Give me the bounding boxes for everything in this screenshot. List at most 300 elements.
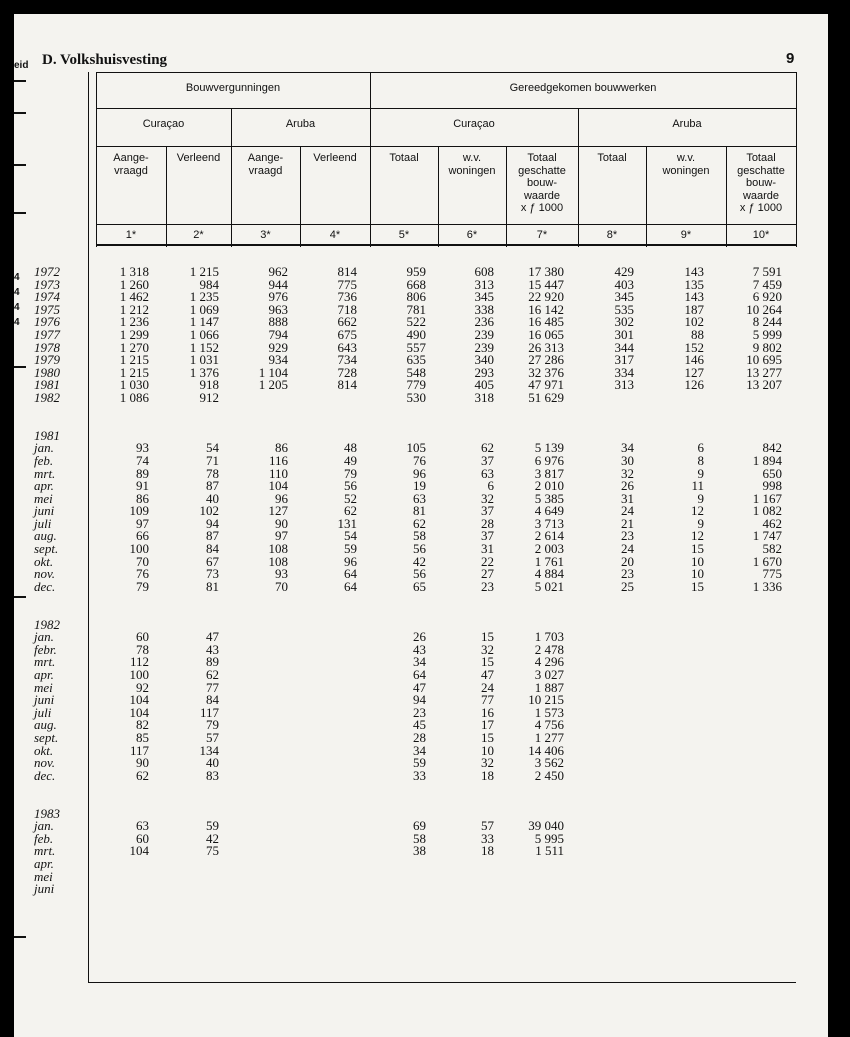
table-cell (300, 719, 357, 732)
table-cell: 4 756 (534, 717, 564, 733)
table-cell: 345 (474, 289, 494, 305)
table-cell: 1 573 (534, 704, 564, 720)
table-cell: 64 (344, 566, 357, 582)
table-cell: 116 (268, 452, 288, 468)
table-cell: 60 (136, 629, 149, 645)
table-cell: 15 447 (528, 276, 564, 292)
row-spacer (96, 405, 149, 418)
table-cell (231, 656, 288, 669)
table-cell: 92 (136, 679, 149, 695)
row-spacer (438, 593, 494, 606)
table-cell: 65 (413, 578, 426, 594)
row-label: 1977 (34, 326, 60, 342)
table-cell (646, 669, 704, 682)
table-cell (300, 707, 357, 720)
table-cell (231, 833, 288, 846)
table-cell: 10 (691, 553, 704, 569)
table-cell: 301 (614, 326, 634, 342)
table-cell: 104 (129, 704, 149, 720)
table-cell (578, 858, 634, 871)
table-cell: 313 (474, 276, 494, 292)
table-cell: 548 (406, 364, 426, 380)
table-cell: 94 (413, 692, 426, 708)
column-number: 10* (752, 229, 770, 241)
table-cell: 102 (684, 314, 704, 330)
table-cell (231, 631, 288, 644)
table-cell: 85 (136, 729, 149, 745)
table-cell: 1 670 (752, 553, 782, 569)
table-cell: 32 (621, 465, 634, 481)
row-spacer (96, 606, 149, 619)
edge-digits: 4 4 4 4 (14, 272, 20, 328)
column-values-7 (506, 266, 564, 896)
table-cell (726, 745, 782, 758)
table-cell: 26 313 (528, 339, 564, 355)
table-cell: 775 (337, 276, 357, 292)
table-cell: 56 (344, 478, 357, 494)
table-cell: 15 (481, 629, 494, 645)
table-cell: 104 (129, 692, 149, 708)
table-cell: 1 260 (119, 276, 149, 292)
table-cell (300, 871, 357, 884)
table-cell (231, 757, 288, 770)
row-spacer (166, 405, 219, 418)
table-cell (300, 845, 357, 858)
table-cell: 5 995 (534, 830, 564, 846)
table-cell: 344 (614, 339, 634, 355)
table-cell: 32 376 (528, 364, 564, 380)
table-cell (438, 858, 494, 871)
row-label: okt. (34, 742, 54, 758)
row-spacer (370, 782, 426, 795)
row-spacer (726, 417, 782, 430)
row-spacer (231, 606, 288, 619)
table-cell: 403 (614, 276, 634, 292)
table-cell: 21 (621, 515, 634, 531)
row-spacer (578, 606, 634, 619)
table-cell (300, 820, 357, 833)
document-page (14, 14, 828, 1037)
table-cell (96, 858, 149, 871)
table-cell: 45 (413, 717, 426, 733)
table-cell: 2 010 (534, 478, 564, 494)
table-cell: 40 (206, 490, 219, 506)
table-cell (578, 757, 634, 770)
column-header: Verleend (176, 152, 221, 164)
table-cell: 81 (413, 503, 426, 519)
table-cell (646, 833, 704, 846)
row-spacer (231, 619, 288, 632)
table-cell: 23 (621, 566, 634, 582)
table-cell: 77 (206, 679, 219, 695)
table-cell: 31 (481, 541, 494, 557)
table-cell: 976 (268, 289, 288, 305)
table-cell: 79 (206, 717, 219, 733)
row-spacer (506, 417, 564, 430)
table-cell (300, 631, 357, 644)
row-label: nov. (34, 755, 56, 771)
table-cell: 11 (691, 478, 704, 494)
row-label: 1980 (34, 364, 60, 380)
table-cell: 781 (406, 301, 426, 317)
row-spacer (646, 405, 704, 418)
table-cell: 3 027 (534, 667, 564, 682)
row-label: nov. (34, 566, 56, 582)
row-label: 1974 (34, 289, 60, 305)
row-spacer (578, 405, 634, 418)
table-cell: 79 (344, 465, 357, 481)
table-cell: 4 649 (534, 503, 564, 519)
table-cell: 40 (206, 755, 219, 771)
table-cell: 4 296 (534, 654, 564, 670)
table-cell: 18 (481, 843, 494, 859)
table-cell (646, 694, 704, 707)
table-cell: 462 (762, 515, 782, 531)
table-cell (300, 745, 357, 758)
table-cell: 5 139 (534, 440, 564, 456)
row-spacer (34, 593, 89, 606)
table-cell: 5 021 (534, 578, 564, 594)
row-spacer (578, 619, 634, 632)
row-label: okt. (34, 553, 54, 569)
table-cell: 38 (413, 843, 426, 859)
row-label: 1981 (34, 377, 60, 393)
adjacent-page-edge (14, 66, 26, 936)
table-cell: 650 (762, 465, 782, 481)
table-cell: 63 (413, 490, 426, 506)
table-cell (578, 845, 634, 858)
table-cell: 1 104 (258, 364, 288, 380)
column-number: 2* (193, 229, 204, 241)
table-cell (646, 820, 704, 833)
row-label: febr. (34, 641, 57, 657)
table-cell: 94 (206, 515, 219, 531)
table-cell: 23 (481, 578, 494, 594)
table-cell: 89 (136, 465, 149, 481)
table-cell: 912 (199, 389, 219, 405)
table-cell: 97 (136, 515, 149, 531)
table-cell (726, 871, 782, 884)
row-label: apr. (34, 478, 54, 494)
table-cell: 33 (481, 830, 494, 846)
row-label: 1979 (34, 352, 60, 368)
table-cell (578, 707, 634, 720)
table-cell: 47 (206, 629, 219, 645)
table-cell (646, 644, 704, 657)
row-spacer (578, 808, 634, 821)
row-spacer (166, 593, 219, 606)
table-cell: 74 (136, 452, 149, 468)
table-cell: 108 (268, 553, 288, 569)
table-cell: 79 (136, 578, 149, 594)
table-cell: 10 264 (746, 301, 782, 317)
table-cell: 734 (337, 352, 357, 368)
column-values-9 (646, 266, 704, 896)
table-cell: 345 (614, 289, 634, 305)
table-cell: 1 462 (119, 289, 149, 305)
table-cell: 91 (136, 478, 149, 494)
table-cell: 1 215 (119, 364, 149, 380)
table-cell: 37 (481, 503, 494, 519)
table-cell: 24 (621, 503, 634, 519)
row-spacer (300, 593, 357, 606)
table-cell: 9 802 (752, 339, 782, 355)
table-cell: 143 (684, 289, 704, 305)
table-cell: 718 (337, 301, 357, 317)
row-label: mei (34, 679, 53, 695)
row-spacer (726, 808, 782, 821)
table-cell (726, 770, 782, 783)
table-cell: 37 (481, 528, 494, 544)
table-cell (578, 682, 634, 695)
table-cell: 313 (614, 377, 634, 393)
column-values-3 (231, 266, 288, 896)
column-values-2 (166, 266, 219, 896)
table-cell: 794 (268, 326, 288, 342)
table-cell: 317 (614, 352, 634, 368)
table-cell: 3 713 (534, 515, 564, 531)
table-cell: 47 (413, 679, 426, 695)
row-spacer (300, 606, 357, 619)
table-cell: 806 (406, 289, 426, 305)
row-spacer (370, 593, 426, 606)
table-cell: 187 (684, 301, 704, 317)
row-label: jan. (34, 440, 54, 456)
table-cell: 43 (206, 641, 219, 657)
row-label: dec. (34, 578, 56, 594)
table-cell: 110 (268, 465, 288, 481)
row-spacer (166, 606, 219, 619)
row-spacer (370, 795, 426, 808)
table-cell (300, 757, 357, 770)
edge-text: eid (14, 60, 29, 71)
table-cell: 490 (406, 326, 426, 342)
table-cell: 63 (481, 465, 494, 481)
period-label: 1983 (34, 805, 60, 821)
row-spacer (96, 593, 149, 606)
table-cell: 59 (344, 541, 357, 557)
table-cell: 78 (206, 465, 219, 481)
table-cell: 97 (275, 528, 288, 544)
table-cell: 12 (691, 528, 704, 544)
table-cell: 1 318 (119, 264, 149, 279)
row-label: 1975 (34, 301, 60, 317)
table-cell: 26 (621, 478, 634, 494)
table-cell: 1 031 (189, 352, 219, 368)
table-cell (578, 719, 634, 732)
row-spacer (646, 606, 704, 619)
table-cell: 30 (621, 452, 634, 468)
table-cell: 934 (268, 352, 288, 368)
table-cell (578, 669, 634, 682)
table-cell: 293 (474, 364, 494, 380)
row-label: juli (34, 515, 52, 531)
row-spacer (726, 795, 782, 808)
table-cell (646, 631, 704, 644)
table-cell (646, 392, 704, 405)
row-label: 1972 (34, 264, 60, 279)
table-cell: 522 (406, 314, 426, 330)
row-spacer (646, 430, 704, 443)
page-number: 9 (786, 50, 795, 67)
table-cell (578, 833, 634, 846)
table-cell: 63 (136, 818, 149, 834)
table-cell: 127 (268, 503, 288, 519)
table-cell: 1 236 (119, 314, 149, 330)
table-cell: 104 (129, 843, 149, 859)
table-cell: 1 205 (258, 377, 288, 393)
row-spacer (726, 405, 782, 418)
table-cell: 998 (762, 478, 782, 494)
row-spacer (34, 405, 89, 418)
table-cell: 2 450 (534, 767, 564, 783)
table-cell: 78 (136, 641, 149, 657)
table-cell: 608 (474, 264, 494, 279)
table-cell (506, 858, 564, 871)
column-number: 5* (398, 229, 410, 241)
bottom-frame-line (88, 982, 796, 983)
table-cell: 779 (406, 377, 426, 393)
row-label: mrt. (34, 654, 56, 670)
column-values-4 (300, 266, 357, 896)
table-cell: 1 152 (189, 339, 219, 355)
subgroup-aruba-permits: Aruba (285, 118, 316, 130)
row-spacer (231, 593, 288, 606)
table-cell: 3 562 (534, 755, 564, 771)
table-cell: 58 (413, 528, 426, 544)
table-cell: 888 (268, 314, 288, 330)
table-cell: 75 (206, 843, 219, 859)
row-label: dec. (34, 767, 56, 783)
row-label: feb. (34, 830, 54, 846)
table-cell: 27 286 (528, 352, 564, 368)
row-spacer (438, 417, 494, 430)
table-cell: 134 (199, 742, 219, 758)
table-cell: 56 (413, 541, 426, 557)
table-cell (231, 669, 288, 682)
table-cell: 8 244 (752, 314, 782, 330)
table-cell (166, 871, 219, 884)
row-label: juli (34, 704, 52, 720)
table-cell (646, 757, 704, 770)
table-cell: 26 (413, 629, 426, 645)
table-cell (726, 845, 782, 858)
row-label: juni (34, 881, 55, 897)
table-cell: 90 (136, 755, 149, 771)
table-cell: 918 (199, 377, 219, 393)
table-cell: 57 (481, 818, 494, 834)
table-cell: 62 (206, 667, 219, 682)
table-cell (578, 631, 634, 644)
table-cell: 31 (621, 490, 634, 506)
table-cell: 127 (684, 364, 704, 380)
table-cell: 82 (136, 717, 149, 733)
row-spacer (166, 782, 219, 795)
row-spacer (96, 795, 149, 808)
table-cell: 93 (136, 440, 149, 456)
row-spacer (34, 782, 89, 795)
table-cell: 131 (337, 515, 357, 531)
table-cell (578, 883, 634, 896)
table-cell: 96 (344, 553, 357, 569)
table-cell (646, 745, 704, 758)
table-cell: 15 (691, 541, 704, 557)
table-cell (646, 656, 704, 669)
table-cell: 338 (474, 301, 494, 317)
table-cell (300, 732, 357, 745)
table-cell (578, 770, 634, 783)
row-spacer (646, 795, 704, 808)
table-cell (578, 656, 634, 669)
table-cell (231, 694, 288, 707)
column-header: Aange- vraagd (247, 152, 284, 177)
table-cell: 54 (344, 528, 357, 544)
row-label: 1976 (34, 314, 60, 330)
table-cell: 635 (406, 352, 426, 368)
table-cell (231, 719, 288, 732)
row-label: aug. (34, 528, 57, 544)
table-cell: 15 (481, 729, 494, 745)
table-cell: 10 695 (746, 352, 782, 368)
table-cell: 104 (268, 478, 288, 494)
table-cell: 112 (129, 654, 149, 670)
table-cell: 1 511 (535, 843, 564, 859)
table-cell: 6 976 (534, 452, 564, 468)
column-values-10 (726, 266, 782, 896)
row-label: aug. (34, 717, 57, 733)
table-cell: 6 920 (752, 289, 782, 305)
table-cell: 668 (406, 276, 426, 292)
table-cell: 90 (275, 515, 288, 531)
table-cell: 557 (406, 339, 426, 355)
table-cell: 2 003 (534, 541, 564, 557)
row-label: mei (34, 490, 53, 506)
table-cell: 535 (614, 301, 634, 317)
table-cell: 842 (762, 440, 782, 456)
row-spacer (300, 808, 357, 821)
row-spacer (300, 417, 357, 430)
column-values-5 (370, 266, 426, 896)
row-spacer (578, 593, 634, 606)
table-cell: 34 (621, 440, 634, 456)
row-label: juni (34, 503, 55, 519)
column-header: Totaal geschatte bouw- waarde x ƒ 1000 (737, 152, 785, 214)
table-cell (438, 871, 494, 884)
table-cell: 84 (206, 692, 219, 708)
table-cell: 963 (268, 301, 288, 317)
column-number: 4* (329, 229, 341, 241)
column-header: Aange- vraagd (113, 152, 149, 177)
table-cell: 18 (481, 767, 494, 783)
table-cell: 64 (413, 667, 426, 682)
table-cell (370, 858, 426, 871)
row-spacer (578, 795, 634, 808)
table-cell (231, 644, 288, 657)
table-cell: 117 (129, 742, 149, 758)
table-cell (300, 833, 357, 846)
table-cell (726, 707, 782, 720)
column-number: 3* (260, 229, 271, 241)
table-cell: 5 999 (752, 326, 782, 342)
column-header: w.v. woningen (448, 152, 496, 177)
table-cell: 2 614 (534, 528, 564, 544)
row-label: jan. (34, 629, 54, 645)
row-labels (34, 266, 89, 896)
table-cell: 59 (206, 818, 219, 834)
table-cell: 54 (206, 440, 219, 456)
table-cell (231, 682, 288, 695)
table-cell: 1 887 (534, 679, 564, 695)
